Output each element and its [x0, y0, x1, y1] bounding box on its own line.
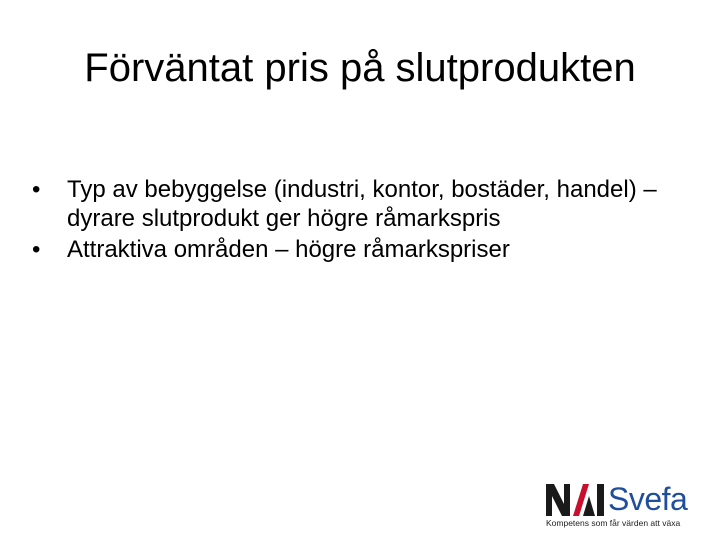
nai-svefa-logo	[545, 482, 690, 532]
bullet-glyph: •	[32, 236, 41, 263]
logo-tagline: Kompetens som får värden att växa	[546, 518, 681, 528]
slide-title: Förväntat pris på slutprodukten	[84, 46, 636, 90]
bullet-glyph: •	[32, 176, 41, 203]
bullet-list	[30, 175, 670, 266]
bullet-text: Typ av bebyggelse (industri, kontor, bostäder, handel) – dyrare slutprodukt ger högre råmarkspris	[67, 176, 657, 232]
logo-wordmark: Svefa	[608, 481, 688, 517]
bullet-item	[30, 235, 670, 264]
nai-logo-mark-icon	[545, 482, 607, 518]
bullet-item	[30, 175, 670, 233]
bullet-text: Attraktiva områden – högre råmarkspriser	[67, 236, 510, 263]
